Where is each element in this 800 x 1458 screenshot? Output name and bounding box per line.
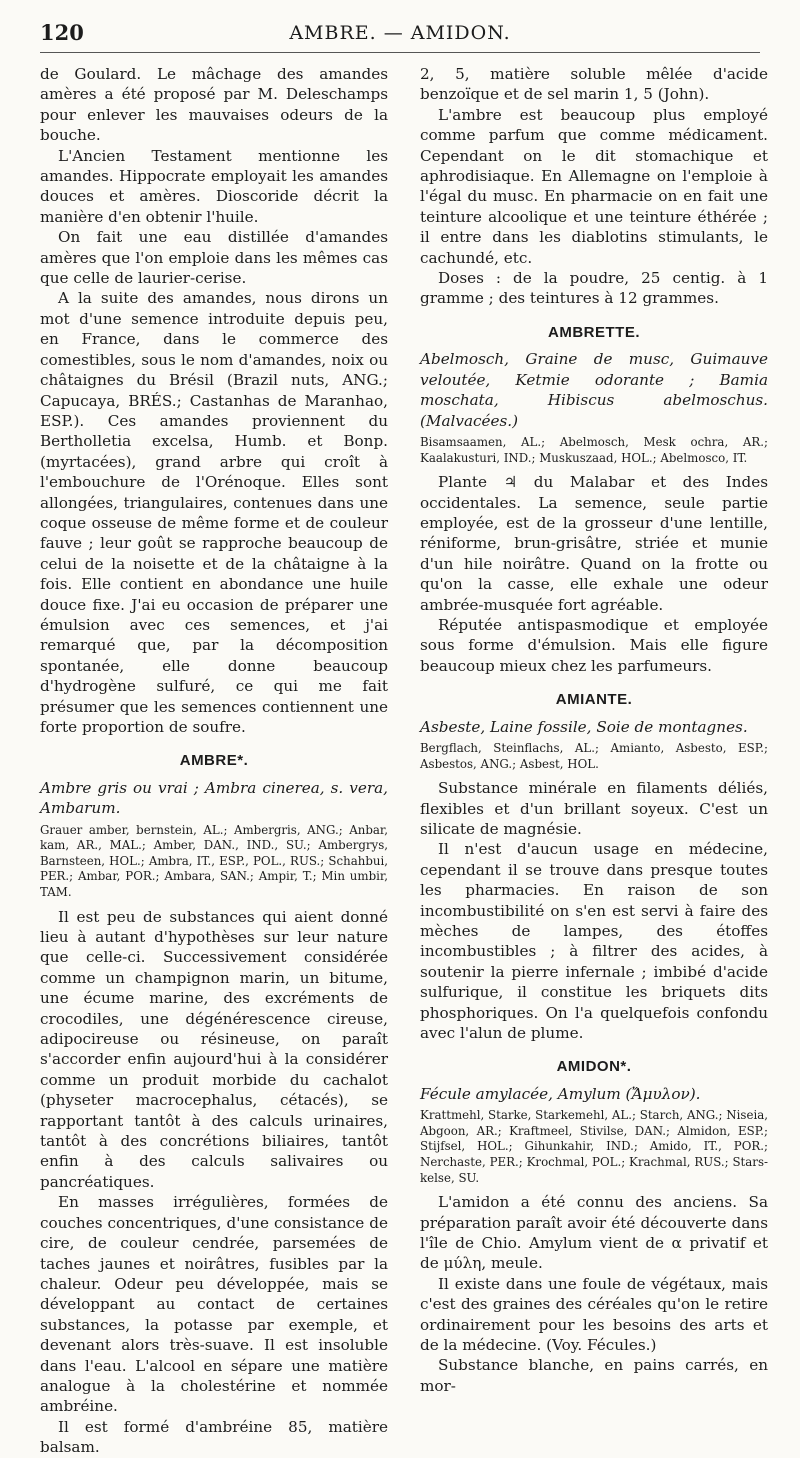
entry-foreign-names: Grauer amber, bernstein, AL.; Ambergris, ANG.; Anbar, kam, AR., MAL.; Amber, DAN., IND., SU.; Ambergrys, Barnsteen, HOL.; Ambra, IT., ESP., POL., RUS.; Schahbui, PER.; Ambar, POR.; Ambara, SAN.; Ampir, T.; Min umbir, TAM. <box>40 822 388 899</box>
entry-foreign-names: Krattmehl, Starke, Starkemehl, AL.; Starch, ANG.; Niseia, Abgoon, AR.; Kraftmeel, Stivilse, DAN.; Almidon, ESP.; Stijfsel, HOL.; Gihunkahir, IND.; Amido, IT., POR.; Nerchaste, PER.; Krochmal, POL.; Krachmal, RUS.; Stars-kelse, SU. <box>420 1108 768 1185</box>
paragraph: de Goulard. Le mâchage des amandes amères a été proposé par M. Deleschamps pour enlever les mauvaises odeurs de la bouche. <box>40 65 388 145</box>
paragraph: Il n'est d'aucun usage en médecine, cependant il se trouve dans presque toutes les pharmacies. En raison de son incombustibilité on s'en est servi à faire des mèches de lampes, des étoffes incombustibles ; à filtrer des acides, à soutenir la pierre infernale ; imbibé d'acide sulfurique, il constitue les briquets dits phosphoriques. On l'a quelquefois confondu avec l'alun de plume. <box>420 840 768 1043</box>
right-column <box>420 64 768 1396</box>
paragraph: L'amidon a été connu des anciens. Sa préparation paraît avoir été découverte dans l'île de Chio. Amylum vient de α privatif et de μύλη, meule. <box>420 1193 768 1273</box>
paragraph: Réputée antispasmodique et employée sous forme d'émulsion. Mais elle figure beaucoup mieux chez les parfumeurs. <box>420 615 768 675</box>
paragraph: L'Ancien Testament mentionne les amandes. Hippocrate employait les amandes douces et amères. Dioscoride décrit la manière d'en obtenir l'huile. <box>40 146 388 226</box>
paragraph: Substance minérale en filaments déliés, flexibles et d'un brillant soyeux. C'est un silicate de magnésie. <box>420 779 768 838</box>
paragraph: Il est peu de substances qui aient donné lieu à autant d'hypothèses sur leur nature que celle-ci. Successivement considérée comme un champignon marin, un bitume, une écume marine, des excréments de crocodiles, une dégénérescence cireuse, adipocireuse ou résineuse, on paraît s'accorder enfin aujourd'hui à la considérer comme un produit morbide du cachalot (physeter macrocephalus, cétacés), se rapportant tantôt à des calculs urinaires, tantôt à des concrétions biliaires, tantôt enfin à des calculs salivaires ou pancréatiques. <box>40 907 388 1191</box>
paragraph: Il est formé d'ambréine 85, matière balsam. <box>40 1417 388 1457</box>
entry-heading-amiante: AMIANTE. <box>555 691 633 709</box>
paragraph: Plante ♃ du Malabar et des Indes occidentales. La semence, seule partie employée, est de la grosseur d'une lentille, réniforme, brun-grisâtre, striée et munie d'un hile noirâtre. Quand on la frotte ou qu'on la casse, elle exhale une odeur ambrée-musquée fort agréable. <box>420 473 768 614</box>
entry-synonyms: Ambre gris ou vrai ; Ambra cinerea, s. vera, Ambarum. <box>40 778 388 818</box>
running-title: AMBRE. — AMIDON. <box>289 22 511 44</box>
paragraph: Il existe dans une foule de végétaux, mais c'est des graines des céréales qu'on le retire ordinairement pour les besoins des arts et de la médecine. (Voy. Fécules.) <box>420 1274 768 1355</box>
entry-heading-ambre: AMBRE*. <box>179 752 249 770</box>
paragraph: En masses irrégulières, formées de couches concentriques, d'une consistance de cire, de couleur cendrée, parsemées de taches jaunes et noirâtres, fusibles par la chaleur. Odeur peu développée, mais se développant au contact de certaines substances, la potasse par exemple, et devenant alors très-suave. Il est insoluble dans l'eau. L'alcool en sépare une matière analogue à la cholestérine et nommée ambréine. <box>40 1193 388 1416</box>
paragraph: On fait une eau distillée d'amandes amères que l'on emploie dans les mêmes cas que celle de laurier-cerise. <box>40 228 388 288</box>
entry-heading-ambrette: AMBRETTE. <box>548 323 640 341</box>
page-number: 120 <box>40 20 84 45</box>
entry-synonyms: Fécule amylacée, Amylum (Ἄμυλον). <box>420 1084 701 1103</box>
entry-foreign-names: Bisamsaamen, AL.; Abelmosch, Mesk ochra, AR.; Kaalakusturi, IND.; Muskuszaad, HOL.; Abelmosco, IT. <box>420 434 768 465</box>
page-header <box>40 18 760 53</box>
paragraph: Substance blanche, en pains carrés, en mor- <box>420 1356 768 1395</box>
entry-foreign-names: Bergflach, Steinflachs, AL.; Amianto, Asbesto, ESP.; Asbestos, ANG.; Asbest, HOL. <box>420 740 768 771</box>
paragraph: Doses : de la poudre, 25 centig. à 1 gramme ; des teintures à 12 grammes. <box>420 269 768 308</box>
entry-heading-amidon: AMIDON*. <box>556 1058 632 1076</box>
paragraph: 2, 5, matière soluble mêlée d'acide benzoïque et de sel marin 1, 5 (John). <box>420 65 768 104</box>
paragraph: A la suite des amandes, nous dirons un mot d'une semence introduite depuis peu, en France, dans le commerce des comestibles, sous le nom d'amandes, noix ou châtaignes du Brésil (Brazil nuts, ANG.; Capucaya, BRÉS.; Castanhas de Maranhao, ESP.). Ces amandes proviennent du Bertholletia excelsa, Humb. et Bonp. (myrtacées), grand arbre qui croît à l'embouchure de l'Orénoque. Elles sont allongées, triangulaires, contenues dans une coque osseuse de même forme et de couleur fauve ; leur goût se rapproche beaucoup de celui de la noisette et de la châtaigne à la fois. Elle contient en abondance une huile douce fixe. J'ai eu occasion de préparer une émulsion avec ces semences, et j'ai remarqué que, par la décomposition spontanée, elle donne beaucoup d'hydrogène sulfuré, ce qui me fait présumer que les semences contiennent une forte proportion de soufre. <box>40 289 388 736</box>
paragraph: L'ambre est beaucoup plus employé comme parfum que comme médicament. Cependant on le dit stomachique et aphrodisiaque. En Allemagne on l'emploie à l'égal du musc. En pharmacie on en fait une teinture alcoolique et une teinture éthérée ; il entre dans les diablotins stimulants, le cachundé, etc. <box>420 105 768 267</box>
entry-synonyms: Abelmosch, Graine de musc, Guimauve veloutée, Ketmie odorante ; Bamia moschata, Hibiscus abelmoschus. (Malvacées.) <box>420 350 768 430</box>
entry-synonyms: Asbeste, Laine fossile, Soie de montagnes. <box>420 717 748 736</box>
left-column <box>40 64 388 1458</box>
